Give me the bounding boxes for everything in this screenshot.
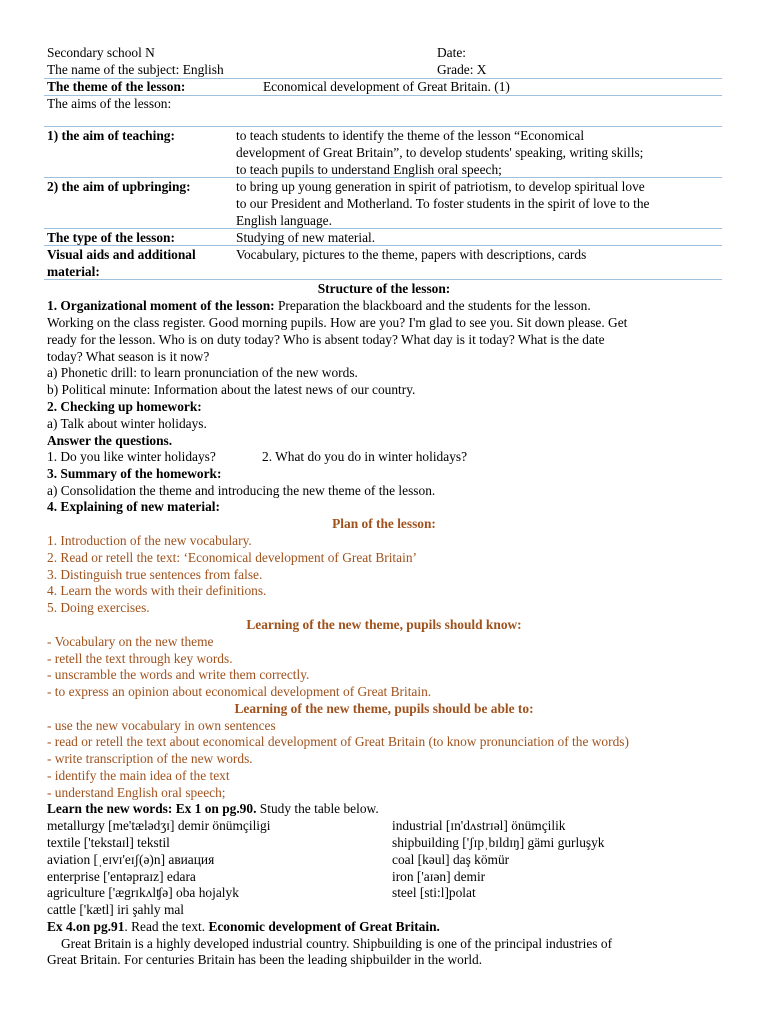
aims-label: The aims of the lesson: — [47, 96, 172, 111]
reading-exercise: Ex 4.on pg.91 — [47, 919, 125, 934]
vocab-heading — [47, 800, 379, 817]
able-item: - read or retell the text about economical development of Great Britain (to know pronunciation of the words) — [47, 734, 629, 749]
step-2-heading: 2. Checking up homework: — [47, 399, 202, 414]
know-item: - unscramble the words and write them correctly. — [47, 667, 310, 682]
visual-aids-value: Vocabulary, pictures to the theme, papers with descriptions, cards — [236, 247, 587, 262]
theme-label: The theme of the lesson: — [47, 79, 186, 94]
upbringing-aim-label: 2) the aim of upbringing: — [47, 179, 191, 194]
plan-item: 5. Doing exercises. — [47, 600, 150, 615]
structure-title: Structure of the lesson: — [317, 281, 451, 296]
vocab-title: Learn the new words: Ex 1 on pg.90. — [47, 801, 257, 816]
step-1-line: b) Political minute: Information about the latest news of our country. — [47, 382, 416, 397]
step-1-line: a) Phonetic drill: to learn pronunciation of the new words. — [47, 365, 358, 380]
vocab-word: industrial [ɪn'dʌstrɪəl] önümçilik — [392, 818, 566, 833]
reading-instruction: . Read the text. — [124, 919, 209, 934]
vocab-word: metallurgy [me'tælədʒɪ] demir önümçiligi — [47, 818, 271, 833]
lesson-type-label: The type of the lesson: — [47, 230, 175, 245]
step-1-line: today? What season is it now? — [47, 349, 210, 364]
know-item: - Vocabulary on the new theme — [47, 634, 214, 649]
school-name: Secondary school N — [47, 45, 155, 60]
vocab-word: textile ['tekstaɪl] tekstil — [47, 835, 170, 850]
theme-value: Economical development of Great Britain. (1) — [263, 79, 510, 94]
vocab-instruction: Study the table below. — [256, 801, 379, 816]
step-3-line: a) Consolidation the theme and introducing the new theme of the lesson. — [47, 483, 436, 498]
vocab-word: aviation [ˌeɪvɪ'eɪʃ(ə)n] авиация — [47, 852, 215, 867]
vocab-word: steel [sti:l]polat — [392, 885, 476, 900]
able-title: Learning of the new theme, pupils should be able to: — [234, 701, 534, 716]
vocab-word: cattle ['kætl] iri şahly mal — [47, 902, 185, 917]
able-item: - write transcription of the new words. — [47, 751, 253, 766]
reading-heading — [47, 918, 440, 935]
plan-item: 4. Learn the words with their definitions. — [47, 583, 267, 598]
vocab-word: coal [kəul] daş kömür — [392, 852, 510, 867]
question-2: 2. What do you do in winter holidays? — [262, 449, 468, 464]
answer-heading: Answer the questions. — [47, 433, 173, 448]
step-1-heading — [47, 297, 591, 314]
able-item: - understand English oral speech; — [47, 785, 226, 800]
teaching-aim-line: to teach students to identify the theme of the lesson “Economical — [236, 128, 585, 143]
subject-name: The name of the subject: English — [47, 62, 224, 77]
teaching-aim-label: 1) the aim of teaching: — [47, 128, 175, 143]
plan-item: 1. Introduction of the new vocabulary. — [47, 533, 252, 548]
step-1-line: ready for the lesson. Who is on duty today? Who is absent today? What day is it today? What is the date — [47, 332, 605, 347]
vocab-word: agriculture ['ægrɪkʌlʧə] oba hojalyk — [47, 885, 239, 900]
plan-item: 2. Read or retell the text: ‘Economical development of Great Britain’ — [47, 550, 417, 565]
grade-label: Grade: X — [437, 62, 487, 77]
reading-title: Economic development of Great Britain. — [208, 919, 440, 934]
date-label: Date: — [437, 45, 466, 60]
able-item: - identify the main idea of the text — [47, 768, 230, 783]
step-1-title: 1. Organizational moment of the lesson: — [47, 298, 275, 313]
know-item: - to express an opinion about economical development of Great Britain. — [47, 684, 432, 699]
reading-line: Great Britain. For centuries Britain has been the leading shipbuilder in the world. — [47, 952, 483, 967]
know-item: - retell the text through key words. — [47, 651, 233, 666]
step-2-line: a) Talk about winter holidays. — [47, 416, 207, 431]
step-3-heading: 3. Summary of the homework: — [47, 466, 222, 481]
able-item: - use the new vocabulary in own sentences — [47, 718, 276, 733]
question-1: 1. Do you like winter holidays? — [47, 449, 216, 464]
step-1-intro: Preparation the blackboard and the students for the lesson. — [274, 298, 591, 313]
lesson-type-value: Studying of new material. — [236, 230, 376, 245]
teaching-aim-line: development of Great Britain”, to develop students' speaking, writing skills; — [236, 145, 644, 160]
reading-line: Great Britain is a highly developed industrial country. Shipbuilding is one of the principal industries of — [61, 936, 613, 951]
plan-item: 3. Distinguish true sentences from false. — [47, 567, 263, 582]
visual-aids-label: material: — [47, 264, 100, 279]
know-title: Learning of the new theme, pupils should know: — [246, 617, 522, 632]
upbringing-aim-line: English language. — [236, 213, 332, 228]
vocab-word: shipbuilding ['ʃɪpˌbɪldɪŋ] gämi gurluşyk — [392, 835, 605, 850]
upbringing-aim-line: to bring up young generation in spirit of patriotism, to develop spiritual love — [236, 179, 645, 194]
step-4-heading: 4. Explaining of new material: — [47, 499, 220, 514]
vocab-word: iron ['aɪən] demir — [392, 869, 486, 884]
upbringing-aim-line: to our President and Motherland. To foster students in the spirit of love to the — [236, 196, 650, 211]
visual-aids-label: Visual aids and additional — [47, 247, 196, 262]
step-1-line: Working on the class register. Good morning pupils. How are you? I'm glad to see you. Sit down please. Get — [47, 315, 628, 330]
vocab-word: enterprise ['entəpraɪz] edara — [47, 869, 196, 884]
teaching-aim-line: to teach pupils to understand English oral speech; — [236, 162, 502, 177]
plan-title: Plan of the lesson: — [332, 516, 436, 531]
